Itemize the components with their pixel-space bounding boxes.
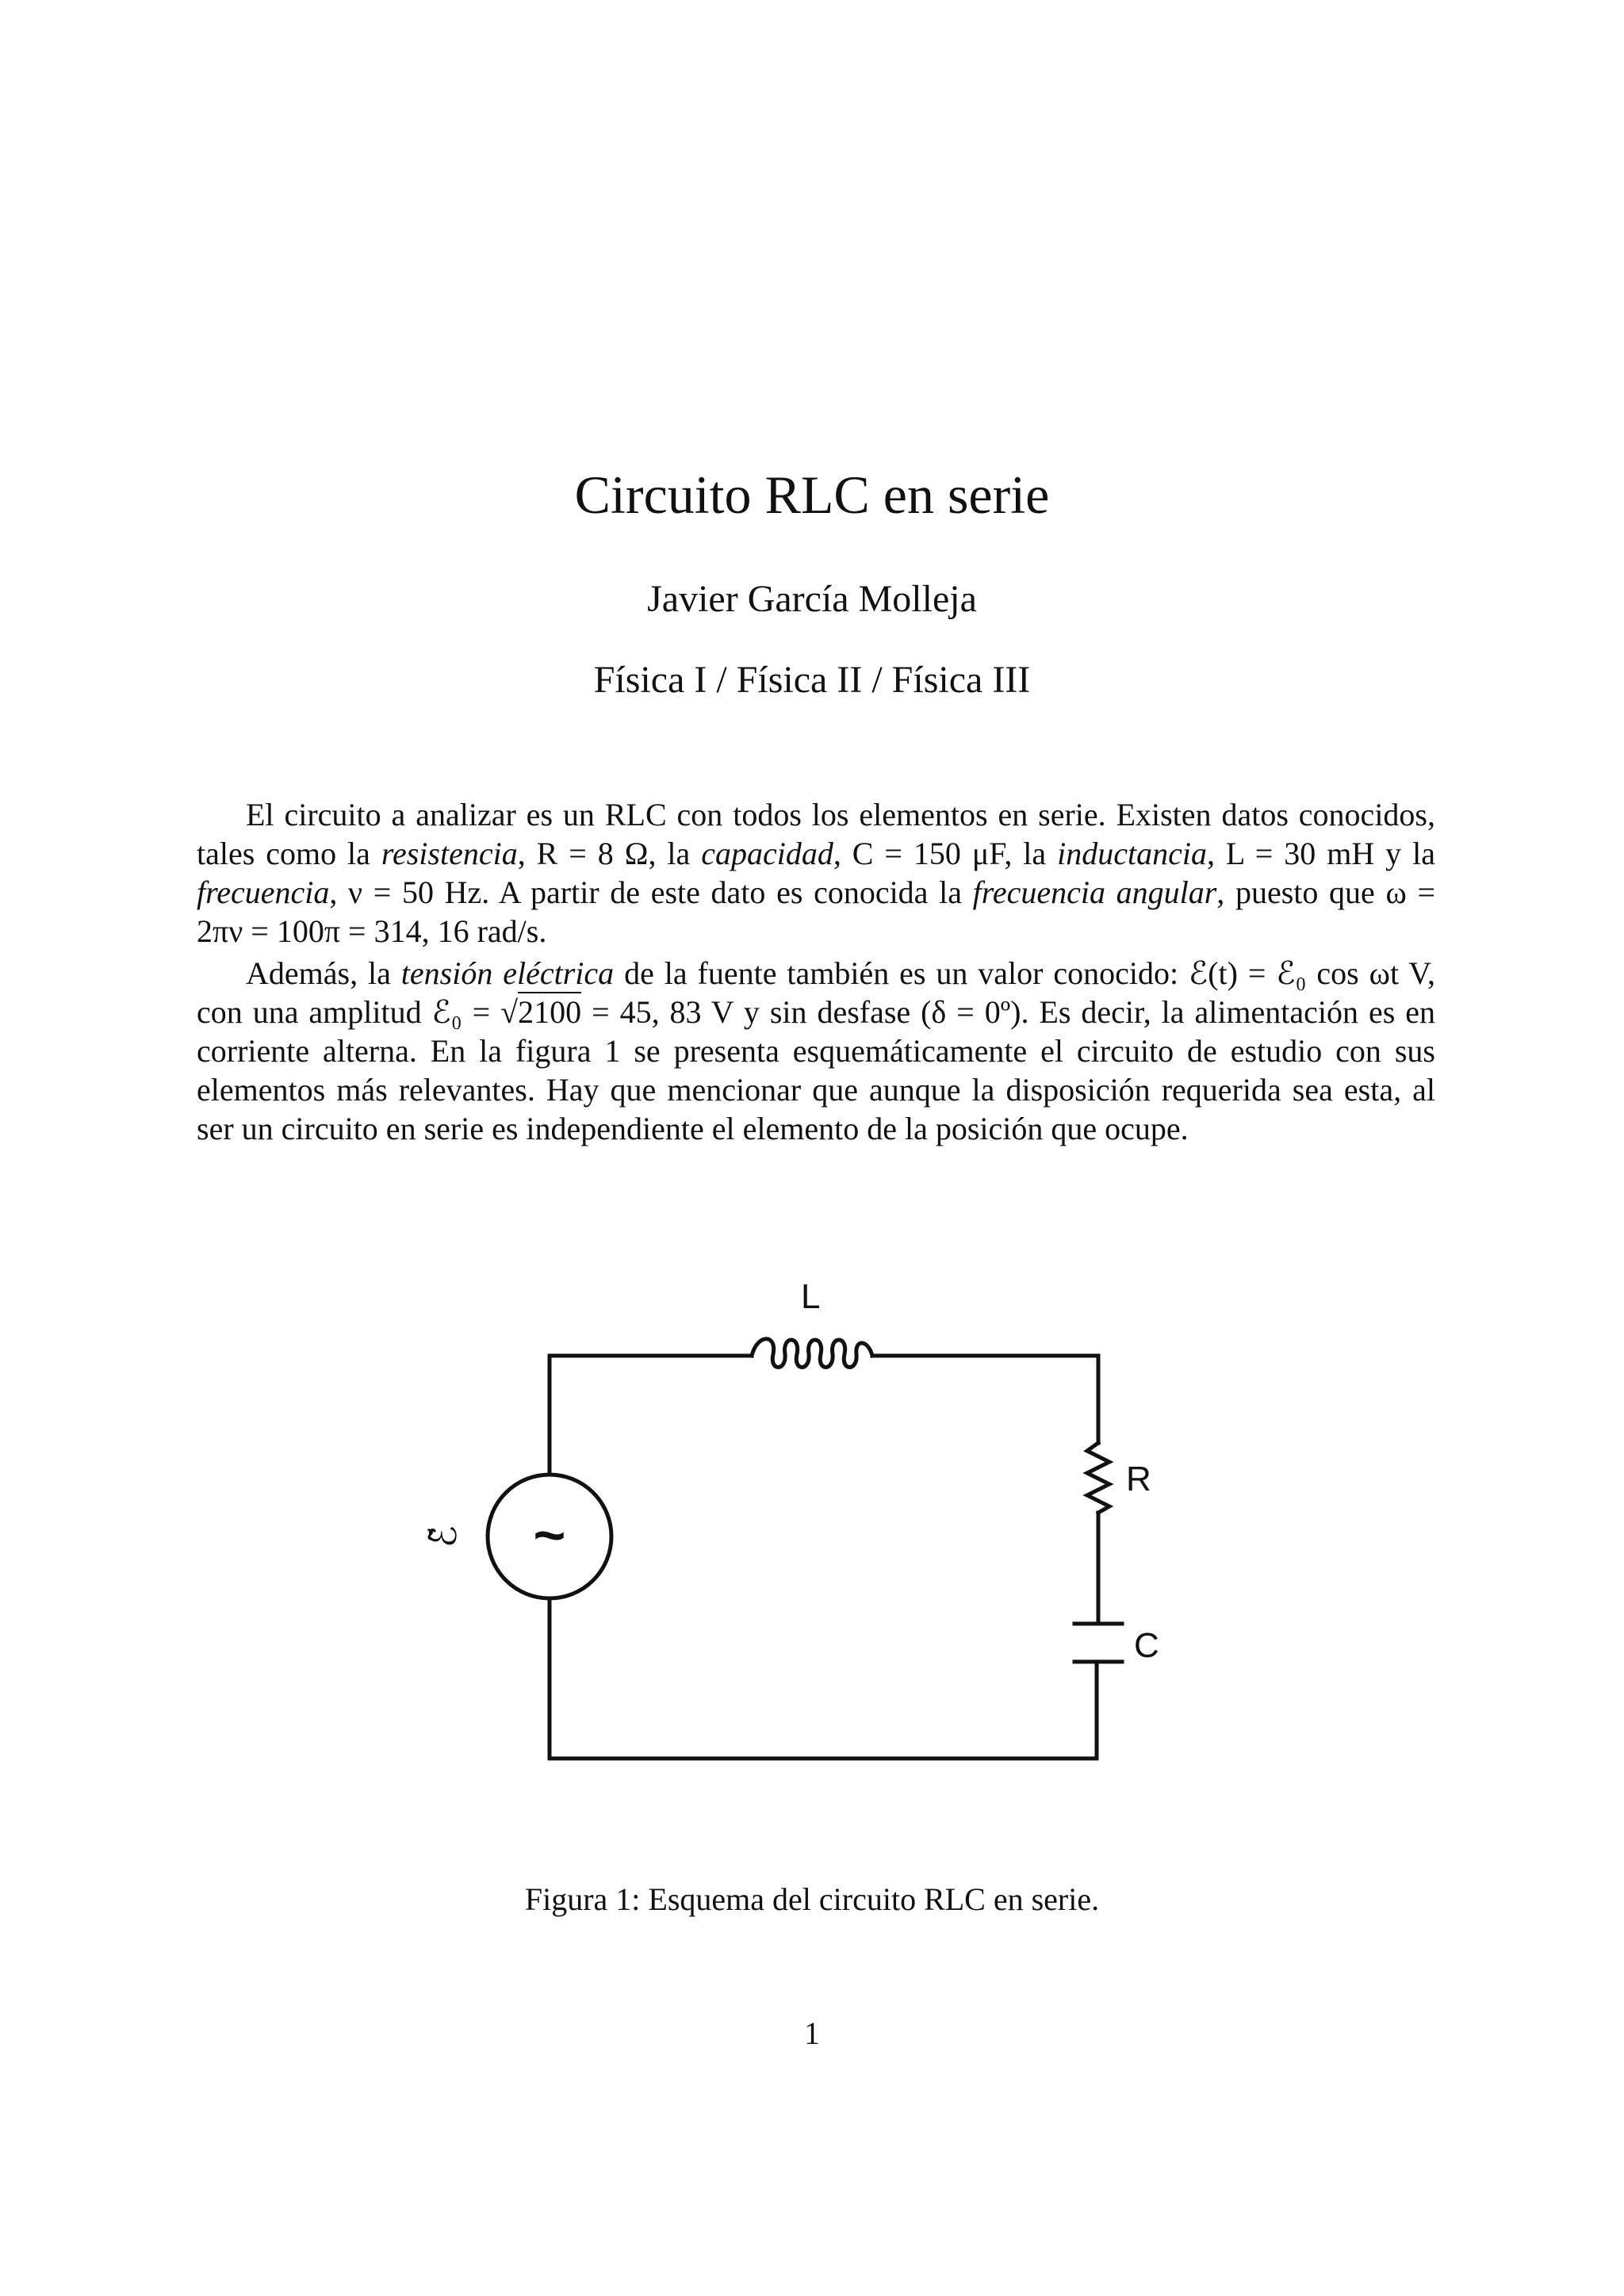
paragraph-1: El circuito a analizar es un RLC con todos los elementos en serie. Existen datos conocidos, tales como la resistencia, R = 8 Ω, la capacidad, C = 150 μF, la inductancia, L = 30 mH y la frecuencia, ν = 50 Hz. A partir de este dato es conocida la frecuencia angular, puesto que ω = 2πν = 100π = 314, 16 rad/s. <box>197 797 1435 949</box>
rlc-circuit-diagram <box>396 1261 1229 1776</box>
wire-left-bottom <box>550 1600 1097 1758</box>
author: Javier García Molleja <box>647 578 977 620</box>
figure-caption: Figura 1: Esquema del circuito RLC en serie. <box>524 1881 1100 1917</box>
ac-source-symbol: ~ <box>533 1504 566 1566</box>
inductor-coil <box>752 1339 872 1368</box>
source-label: ℰ̃ <box>423 1525 464 1548</box>
page-number: 1 <box>804 2015 820 2051</box>
page-title: Circuito RLC en serie <box>574 465 1050 525</box>
label-C: C <box>1134 1626 1159 1665</box>
course: Física I / Física II / Física III <box>593 659 1031 701</box>
label-R: R <box>1126 1460 1151 1498</box>
label-L: L <box>801 1277 821 1316</box>
wire-top-right <box>872 1356 1098 1443</box>
resistor-zigzag <box>1087 1443 1109 1513</box>
paragraph-2: Además, la tensión eléctrica de la fuente también es un valor conocido: ℰ(t) = ℰ₀ cos ωt V, con una amplitud ℰ₀ = √2100 = 45, 83 V y sin desfase (δ = 0º). Es decir, la alimentación es en corriente alterna. En la figura 1 se presenta esquemáticamente el circuito de estudio con sus elementos más relevantes. Hay que mencionar que aunque la disposición requerida sea esta, al ser un circuito en serie es independiente el elemento de la posición que ocupe. <box>197 955 1436 1146</box>
